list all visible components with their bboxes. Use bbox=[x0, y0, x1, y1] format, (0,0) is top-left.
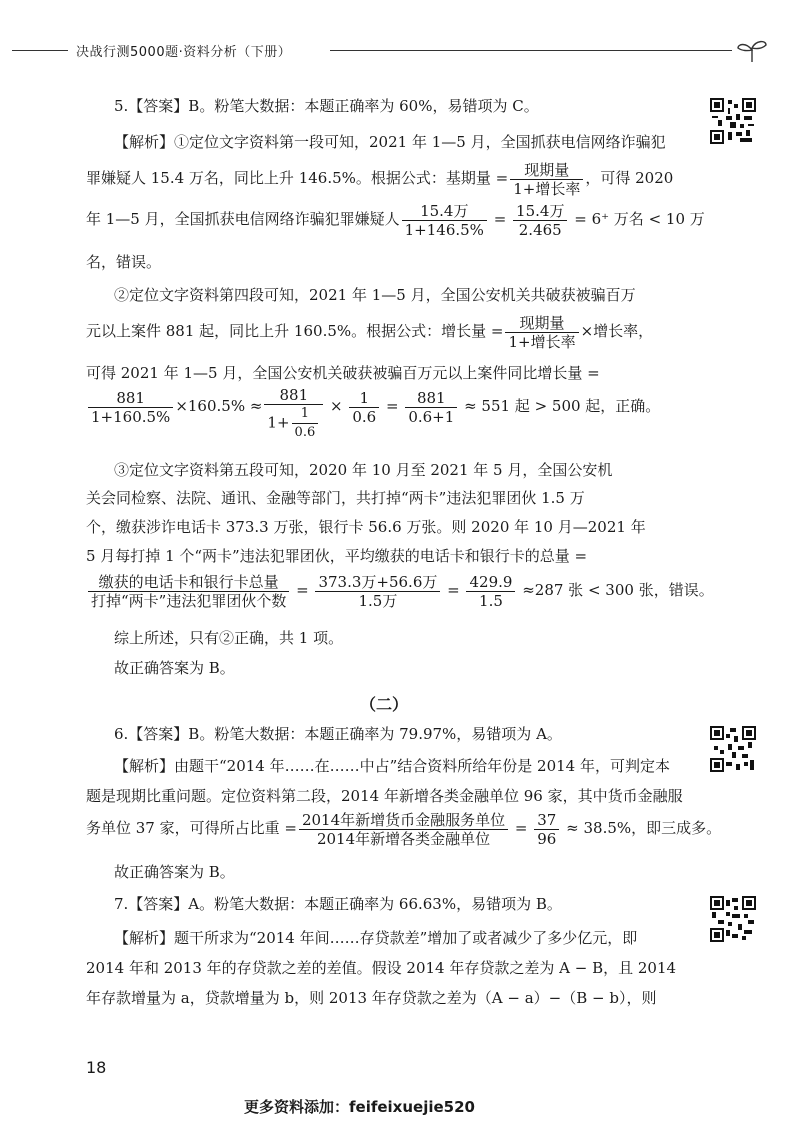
formula-increment bbox=[505, 314, 578, 351]
fraction-denominator: 0.6 bbox=[294, 425, 316, 440]
fraction-denominator-compound bbox=[264, 405, 323, 442]
fraction bbox=[299, 811, 508, 848]
fraction bbox=[349, 389, 379, 426]
fraction-denominator: 2.465 bbox=[518, 220, 562, 239]
running-header bbox=[0, 38, 800, 64]
fraction-numerator: 881 bbox=[88, 389, 173, 408]
header-title: 决战行测5000题·资料分析（下册） bbox=[76, 45, 292, 60]
fraction-denominator: 0.6+1 bbox=[408, 407, 455, 426]
section-heading: （二） bbox=[360, 695, 409, 714]
fraction-denominator: 1.5万 bbox=[358, 591, 398, 610]
q5-analysis-2-line-1: ②定位文字资料第四段可知，2021 年 1—5 月，全国公安机关共破获被骗百万 bbox=[114, 286, 636, 304]
qr-code-icon bbox=[710, 896, 756, 942]
fraction-numerator: 2014年新增货币金融服务单位 bbox=[299, 811, 508, 830]
fraction-numerator: 429.9 bbox=[466, 573, 515, 592]
fraction bbox=[534, 811, 559, 848]
qr-code-q7[interactable] bbox=[710, 896, 756, 942]
fraction-denominator: 96 bbox=[537, 829, 557, 848]
q5-analysis-3-line-2: 关会同检察、法院、通讯、金融等部门，共打掉“两卡”违法犯罪团伙 1.5 万 bbox=[86, 489, 585, 507]
text-run: ×增长率， bbox=[580, 322, 654, 340]
fraction bbox=[513, 202, 567, 239]
q5-analysis-1-line-1: 【解析】①定位文字资料第一段可知，2021 年 1—5 月，全国抓获电信网络诈骗犯 bbox=[114, 133, 666, 151]
fraction bbox=[88, 573, 289, 610]
fraction-denominator: 1+增长率 bbox=[513, 179, 581, 198]
q5-analysis-3-line-5: $\frac{\text{缴获的电话卡和银行卡总量}}{\text{打掉“两卡”违法犯罪团伙个数}}$ = $\frac{\text{373.3万+56.6万}}{\text{1.5万}}$ = $\frac{429.9}{1.5}$ ≈287 张 < 300 张，错误。 bbox=[86, 570, 686, 610]
qr-code-icon bbox=[710, 98, 756, 144]
q5-analysis-3-line-4: 5 月每打掉 1 个“两卡”违法犯罪团伙，平均缴获的电话卡和银行卡的总量 = bbox=[86, 547, 588, 565]
fraction-numerator: 881 bbox=[264, 386, 323, 405]
q6-answer-line: 6.【答案】B。粉笔大数据：本题正确率为 79.97%，易错项为 A。 bbox=[114, 725, 562, 743]
q6-analysis-line-2: 题是现期比重问题。定位资料第二段，2014 年新增各类金融单位 96 家，其中货币金融服 bbox=[86, 787, 683, 805]
text-run: 务单位 37 家，可得所占比重 = bbox=[86, 819, 297, 837]
text-run: ≈ 38.5%，即三成多。 bbox=[566, 819, 722, 837]
q5-summary: 综上所述，只有②正确，共 1 项。 bbox=[114, 629, 344, 647]
text-run: 年 1—5 月，全国抓获电信网络诈骗犯罪嫌疑人 bbox=[86, 210, 400, 228]
fraction-denominator: 1+增长率 bbox=[508, 332, 576, 351]
text-run: ≈287 张 < 300 张，错误。 bbox=[522, 581, 714, 599]
q5-analysis-1-line-2 bbox=[86, 160, 686, 198]
text-run: ×160.5% ≈ bbox=[175, 397, 263, 415]
q6-final-answer: 故正确答案为 B。 bbox=[114, 863, 235, 881]
fraction-numerator: 现期量 bbox=[505, 314, 578, 333]
fraction bbox=[315, 573, 440, 610]
fraction bbox=[402, 202, 487, 239]
q5-final-answer: 故正确答案为 B。 bbox=[114, 659, 235, 677]
fraction bbox=[466, 573, 515, 610]
text-run: 元以上案件 881 起，同比上升 160.5%。根据公式：增长量 = bbox=[86, 322, 504, 340]
qr-code-q6[interactable] bbox=[710, 726, 756, 772]
fraction-numerator: 缴获的电话卡和银行卡总量 bbox=[88, 573, 289, 592]
q7-analysis-line-2: 2014 年和 2013 年的存贷款之差的差值。假设 2014 年存贷款之差为 A − B，且 2014 bbox=[86, 959, 677, 977]
fraction-denominator: 1+160.5% bbox=[91, 407, 171, 426]
fraction-numerator: 15.4万 bbox=[402, 202, 487, 221]
q5-analysis-2-line-2 bbox=[86, 312, 686, 351]
fraction-denominator: 2014年新增各类金融单位 bbox=[316, 829, 491, 848]
text-run: = 6⁺ 万名 < 10 万 bbox=[574, 210, 705, 228]
q7-answer-line: 7.【答案】A。粉笔大数据：本题正确率为 66.63%，易错项为 B。 bbox=[114, 895, 562, 913]
q6-analysis-line-3: 务单位 37 家，可得所占比重 = $\frac{\text{2014年新增货币金融服务单位}}{\text{2014年新增各类金融单位}}$ = $\frac{37}{96}$ ≈ 38.5%，即三成多。 bbox=[86, 810, 722, 848]
sprout-icon bbox=[734, 38, 770, 64]
fraction-numerator: 1 bbox=[349, 389, 379, 408]
header-rule-right bbox=[330, 50, 732, 51]
fraction-numerator: 37 bbox=[534, 811, 559, 830]
fraction-denominator: 1+146.5% bbox=[404, 220, 484, 239]
fraction-numerator: 373.3万+56.6万 bbox=[315, 573, 440, 592]
q5-answer-line: 5.【答案】B。粉笔大数据：本题正确率为 60%，易错项为 C。 bbox=[114, 97, 539, 115]
fraction-numerator: 现期量 bbox=[510, 161, 583, 180]
q5-analysis-2-line-4: $\frac{881}{1+160.5\%}$ ×160.5% ≈ 881 1+ $\frac{1}{0.6}$ × $\frac{1}{0.6}$ = $\frac{881}{0.6+1}$ ≈ 551 起 > 500 起，正确。 bbox=[86, 386, 686, 442]
header-rule-left bbox=[12, 50, 68, 51]
text-run: ，可得 2020 bbox=[585, 169, 674, 187]
q5-analysis-2-line-3: 可得 2021 年 1—5 月，全国公安机关破获被骗百万元以上案件同比增长量 = bbox=[86, 364, 600, 382]
fraction-numerator: 15.4万 bbox=[513, 202, 567, 221]
fraction bbox=[264, 386, 323, 442]
q5-analysis-3-line-1: ③定位文字资料第五段可知，2020 年 10 月至 2021 年 5 月，全国公安机 bbox=[114, 461, 613, 479]
qr-code-icon bbox=[710, 726, 756, 772]
qr-code-q5[interactable] bbox=[710, 98, 756, 144]
q7-analysis-line-3: 年存款增量为 a，贷款增量为 b，则 2013 年存贷款之差为（A − a）−（B − b），则 bbox=[86, 989, 657, 1007]
fraction-denominator: 1.5 bbox=[479, 591, 503, 610]
fraction-denominator: 0.6 bbox=[352, 407, 377, 426]
fraction-numerator: 881 bbox=[405, 389, 457, 408]
nested-fraction bbox=[292, 405, 319, 442]
fraction-numerator: 1 bbox=[292, 405, 319, 424]
q5-analysis-1-line-4: 名，错误。 bbox=[86, 253, 162, 271]
formula-base-period bbox=[510, 161, 583, 198]
q7-analysis-line-1: 【解析】题干所求为“2014 年间……存贷款差”增加了或者减少了多少亿元，即 bbox=[114, 929, 638, 947]
text-run: 罪嫌疑人 15.4 万名，同比上升 146.5%。根据公式：基期量 = bbox=[86, 169, 509, 187]
page-number: 18 bbox=[86, 1058, 107, 1077]
fraction-denominator: 打掉“两卡”违法犯罪团伙个数 bbox=[91, 591, 287, 610]
q6-analysis-line-1: 【解析】由题干“2014 年……在……中占”结合资料所给年份是 2014 年，可判定本 bbox=[114, 757, 670, 775]
fraction bbox=[405, 389, 457, 426]
fraction bbox=[88, 389, 173, 426]
footer-watermark: 更多资料添加：feifeixuejie520 bbox=[244, 1098, 475, 1116]
text-run: ≈ 551 起 > 500 起，正确。 bbox=[464, 397, 661, 415]
q5-analysis-3-line-3: 个，缴获涉诈电话卡 373.3 万张，银行卡 56.6 万张。则 2020 年 10 月—2021 年 bbox=[86, 518, 646, 536]
q5-analysis-1-line-3: 年 1—5 月，全国抓获电信网络诈骗犯罪嫌疑人 $\frac{\text{15.4万}}{1+146.5\%}$ = $\frac{\text{15.4万}}{2.465}$ = 6⁺ 万名 < 10 万 bbox=[86, 201, 705, 239]
text-run: 1+ bbox=[267, 413, 290, 432]
